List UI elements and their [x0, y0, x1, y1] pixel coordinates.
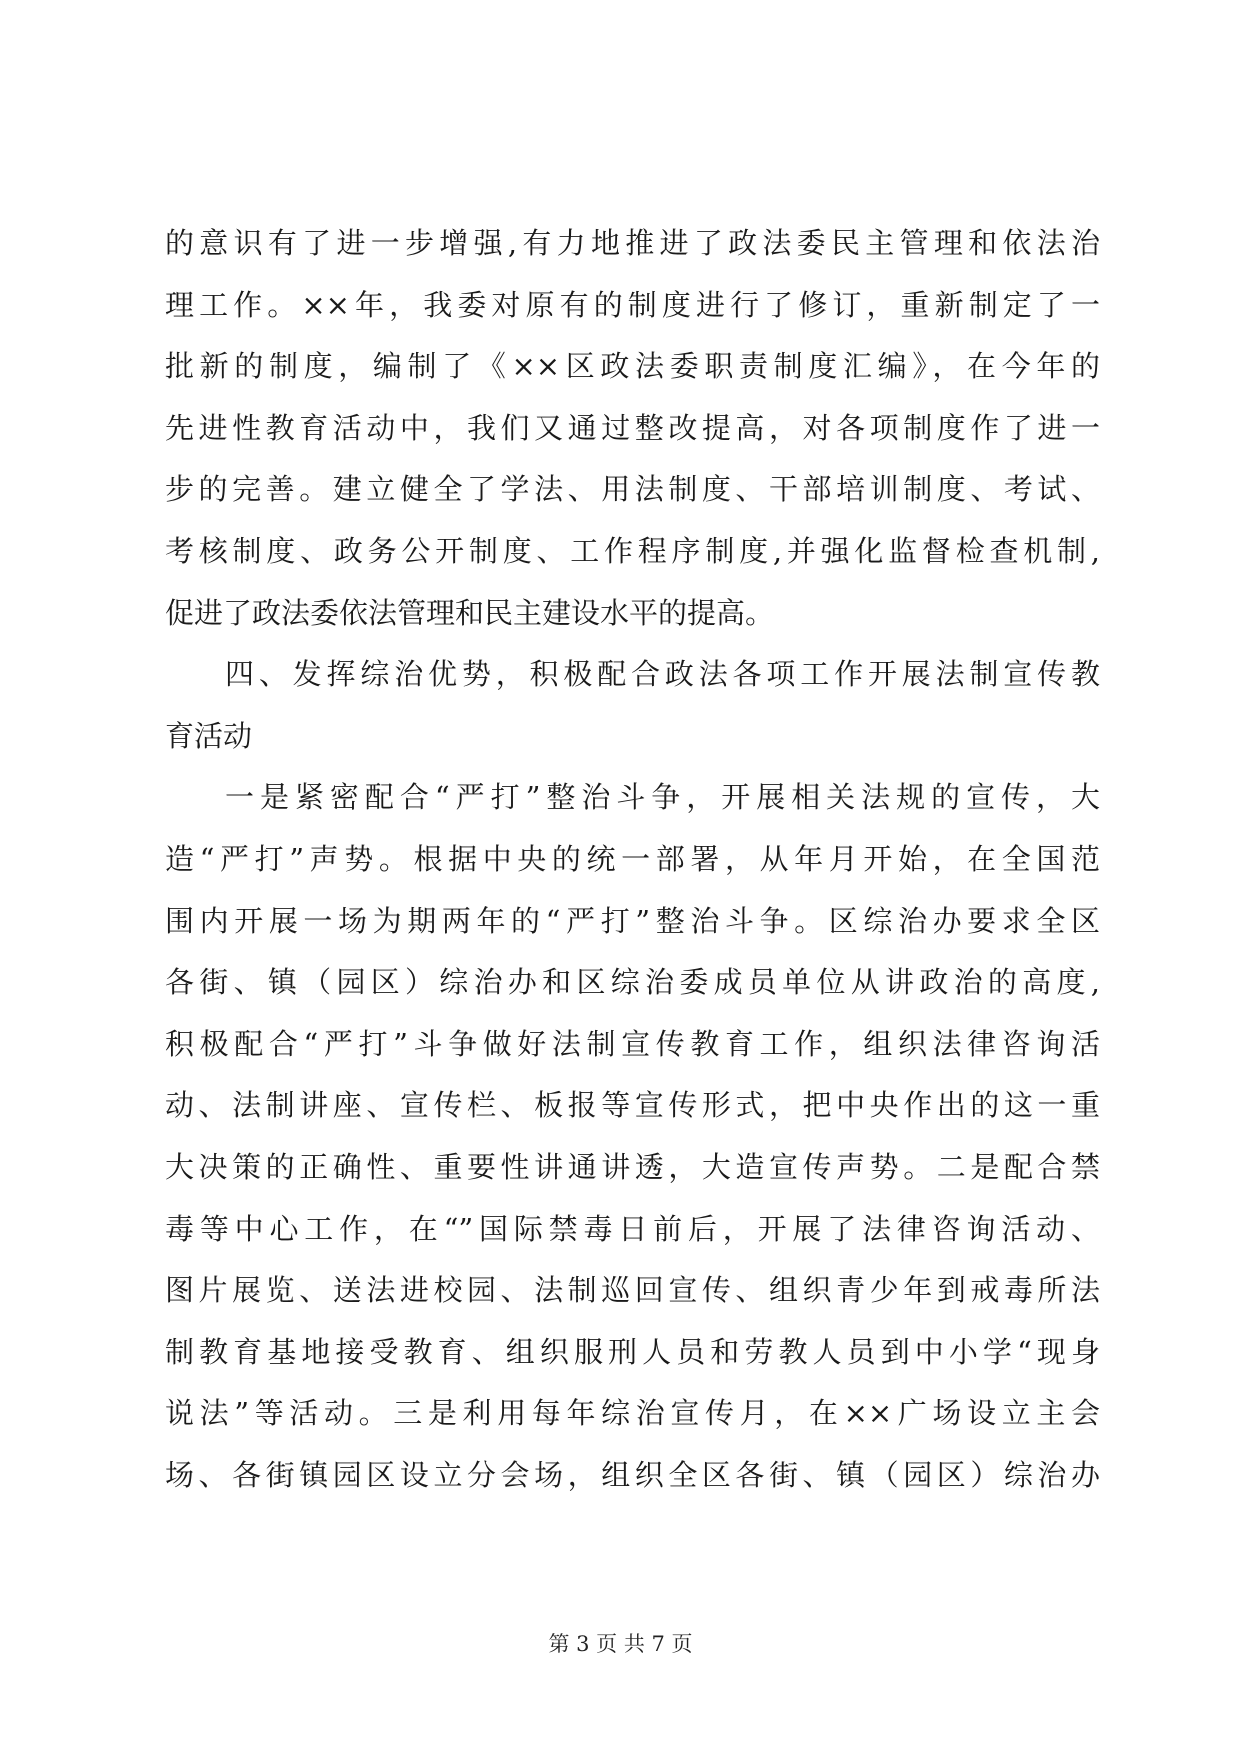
text-line: 各街、镇（园区）综治办和区综治委成员单位从讲政治的高度, [165, 965, 1100, 1000]
text-line: 围内开展一场为期两年的“严打”整治斗争。区综治办要求全区 [165, 903, 1100, 938]
text-line: 先进性教育活动中，我们又通过整改提高，对各项制度作了进一 [165, 410, 1100, 445]
text-line: 说法”等活动。三是利用每年综治宣传月，在××广场设立主会 [165, 1396, 1100, 1431]
section-heading-line: 育活动 [165, 718, 253, 753]
text-line: 造“严打”声势。根据中央的统一部署，从年月开始，在全国范 [165, 841, 1100, 876]
text-line: 的意识有了进一步增强,有力地推进了政法委民主管理和依法治 [165, 226, 1100, 260]
text-line: 理工作。××年，我委对原有的制度进行了修订，重新制定了一 [165, 287, 1100, 322]
text-line: 考核制度、政务公开制度、工作程序制度,并强化监督检查机制, [165, 533, 1100, 568]
text-line: 场、各街镇园区设立分会场，组织全区各街、镇（园区）综治办 [165, 1457, 1100, 1492]
text-line: 积极配合“严打”斗争做好法制宣传教育工作，组织法律咨询活 [165, 1026, 1100, 1061]
text-line: 大决策的正确性、重要性讲通讲透，大造宣传声势。二是配合禁 [165, 1149, 1100, 1184]
text-line: 步的完善。建立健全了学法、用法制度、干部培训制度、考试、 [165, 472, 1100, 507]
document-body [165, 228, 1100, 1521]
text-line: 一是紧密配合“严打”整治斗争，开展相关法规的宣传，大 [225, 780, 1100, 815]
text-line: 毒等中心工作，在“”国际禁毒日前后，开展了法律咨询活动、 [165, 1211, 1100, 1246]
section-heading-line: 四、发挥综治优势，积极配合政法各项工作开展法制宣传教 [225, 657, 1100, 692]
text-line: 制教育基地接受教育、组织服刑人员和劳教人员到中小学“现身 [165, 1334, 1100, 1369]
text-line: 动、法制讲座、宣传栏、板报等宣传形式，把中央作出的这一重 [165, 1088, 1100, 1123]
text-line: 批新的制度，编制了《××区政法委职责制度汇编》，在今年的 [165, 349, 1100, 384]
text-line: 图片展览、送法进校园、法制巡回宣传、组织青少年到戒毒所法 [165, 1273, 1100, 1308]
text-line: 促进了政法委依法管理和民主建设水平的提高。 [165, 595, 775, 630]
page-number-footer: 第 3 页 共 7 页 [548, 1632, 693, 1656]
